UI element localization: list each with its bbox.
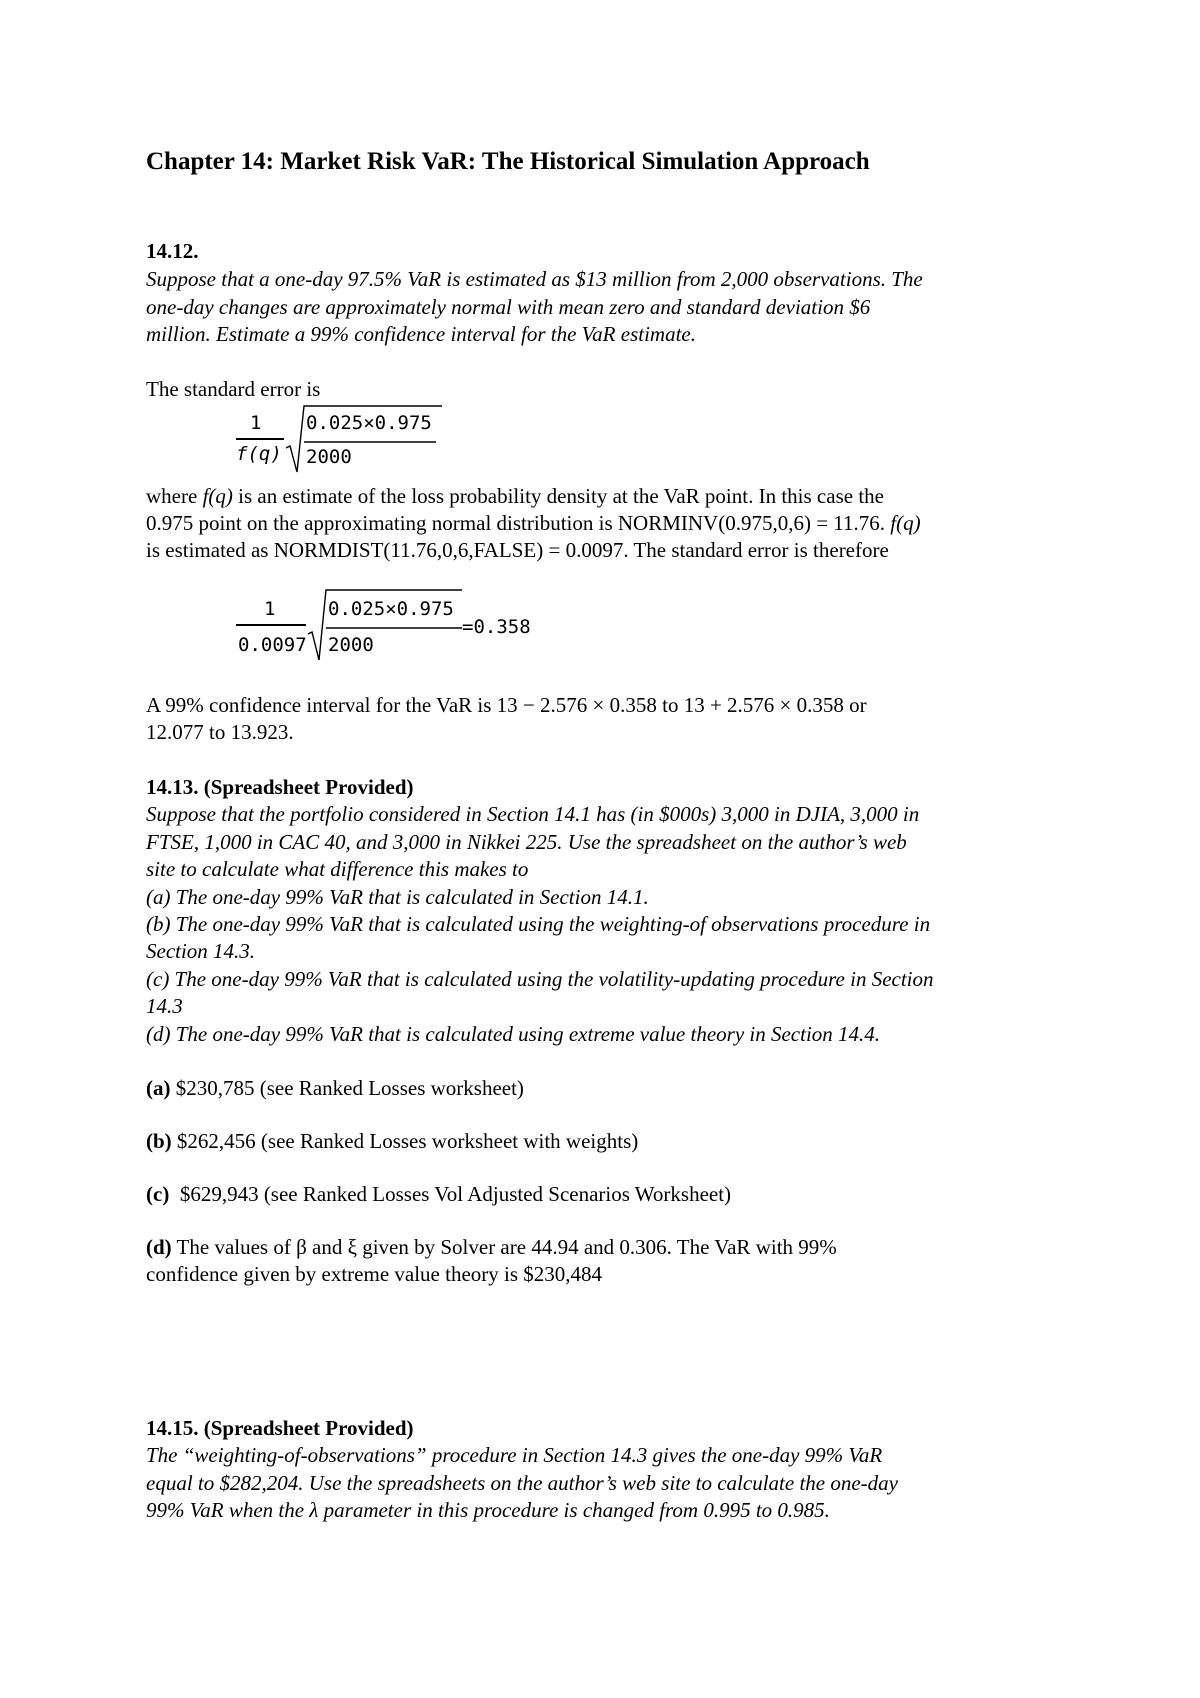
- answer-c: (c) $629,943 (see Ranked Losses Vol Adjusted Scenarios Worksheet): [146, 1182, 732, 1206]
- answer-line: 12.077 to 13.923.: [146, 720, 294, 744]
- question-text-line: FTSE, 1,000 in CAC 40, and 3,000 in Nikkei 225. Use the spreadsheet on the author’s web: [146, 830, 907, 854]
- formula-denominator: f(q): [236, 443, 282, 465]
- explanation-line: 0.975 point on the approximating normal distribution is NORMINV(0.975,0,6) = 11.76. f(q): [146, 511, 921, 535]
- formula-numerator: 1: [250, 412, 262, 434]
- standard-error-intro: The standard error is: [146, 377, 321, 401]
- question-text-line: Section 14.3.: [146, 939, 256, 963]
- question-text-line: (b) The one-day 99% VaR that is calculated using the weighting-of observations procedure in: [146, 912, 931, 936]
- question-text-line: equal to $282,204. Use the spreadsheets on the author’s web site to calculate the one-day: [146, 1471, 898, 1495]
- question-number-14-13: 14.13. (Spreadsheet Provided): [146, 775, 414, 799]
- answer-d: (d) The values of β and ξ given by Solver are 44.94 and 0.306. The VaR with 99%: [146, 1235, 837, 1259]
- radicand-denominator: 2000: [306, 446, 352, 468]
- answer-b: (b) $262,456 (see Ranked Losses worksheet with weights): [146, 1129, 639, 1153]
- explanation-line: is estimated as NORMDIST(11.76,0,6,FALSE) = 0.0097. The standard error is therefore: [146, 538, 889, 562]
- question-text-line: (a) The one-day 99% VaR that is calculated in Section 14.1.: [146, 885, 649, 909]
- page-title: Chapter 14: Market Risk VaR: The Historical Simulation Approach: [146, 148, 870, 175]
- formula-numerator: 1: [264, 598, 276, 620]
- answer-d-continued: confidence given by extreme value theory is $230,484: [146, 1262, 603, 1286]
- question-text-line: (c) The one-day 99% VaR that is calculated using the volatility-updating procedure in Section: [146, 967, 934, 991]
- fraction-bar: [236, 438, 284, 440]
- question-text-line: Suppose that the portfolio considered in Section 14.1 has (in $000s) 3,000 in DJIA, 3,000 in: [146, 802, 920, 826]
- question-text-line: Suppose that a one-day 97.5% VaR is estimated as $13 million from 2,000 observations. The: [146, 267, 923, 291]
- question-number-14-12: 14.12.: [146, 239, 199, 263]
- formula-denominator: 0.0097: [238, 634, 307, 656]
- question-text-line: one-day changes are approximately normal with mean zero and standard deviation $6: [146, 295, 871, 319]
- explanation-line: where f(q) is an estimate of the loss probability density at the VaR point. In this case the: [146, 484, 884, 508]
- fraction-bar: [236, 624, 306, 626]
- question-text-line: The “weighting-of-observations” procedure in Section 14.3 gives the one-day 99% VaR: [146, 1443, 883, 1467]
- radicand-numerator: 0.025×0.975: [306, 412, 432, 434]
- radicand-numerator: 0.025×0.975: [328, 598, 454, 620]
- answer-line: A 99% confidence interval for the VaR is 13 − 2.576 × 0.358 to 13 + 2.576 × 0.358 or: [146, 693, 867, 717]
- formula-result: =0.358: [462, 616, 531, 638]
- question-text-line: 99% VaR when the λ parameter in this procedure is changed from 0.995 to 0.985.: [146, 1498, 830, 1522]
- radicand-denominator: 2000: [328, 634, 374, 656]
- question-text-line: million. Estimate a 99% confidence interval for the VaR estimate.: [146, 322, 696, 346]
- question-text-line: 14.3: [146, 994, 183, 1018]
- question-text-line: (d) The one-day 99% VaR that is calculated using extreme value theory in Section 14.4.: [146, 1022, 881, 1046]
- answer-a: (a) $230,785 (see Ranked Losses worksheet): [146, 1076, 524, 1100]
- question-text-line: site to calculate what difference this makes to: [146, 857, 529, 881]
- question-number-14-15: 14.15. (Spreadsheet Provided): [146, 1416, 414, 1440]
